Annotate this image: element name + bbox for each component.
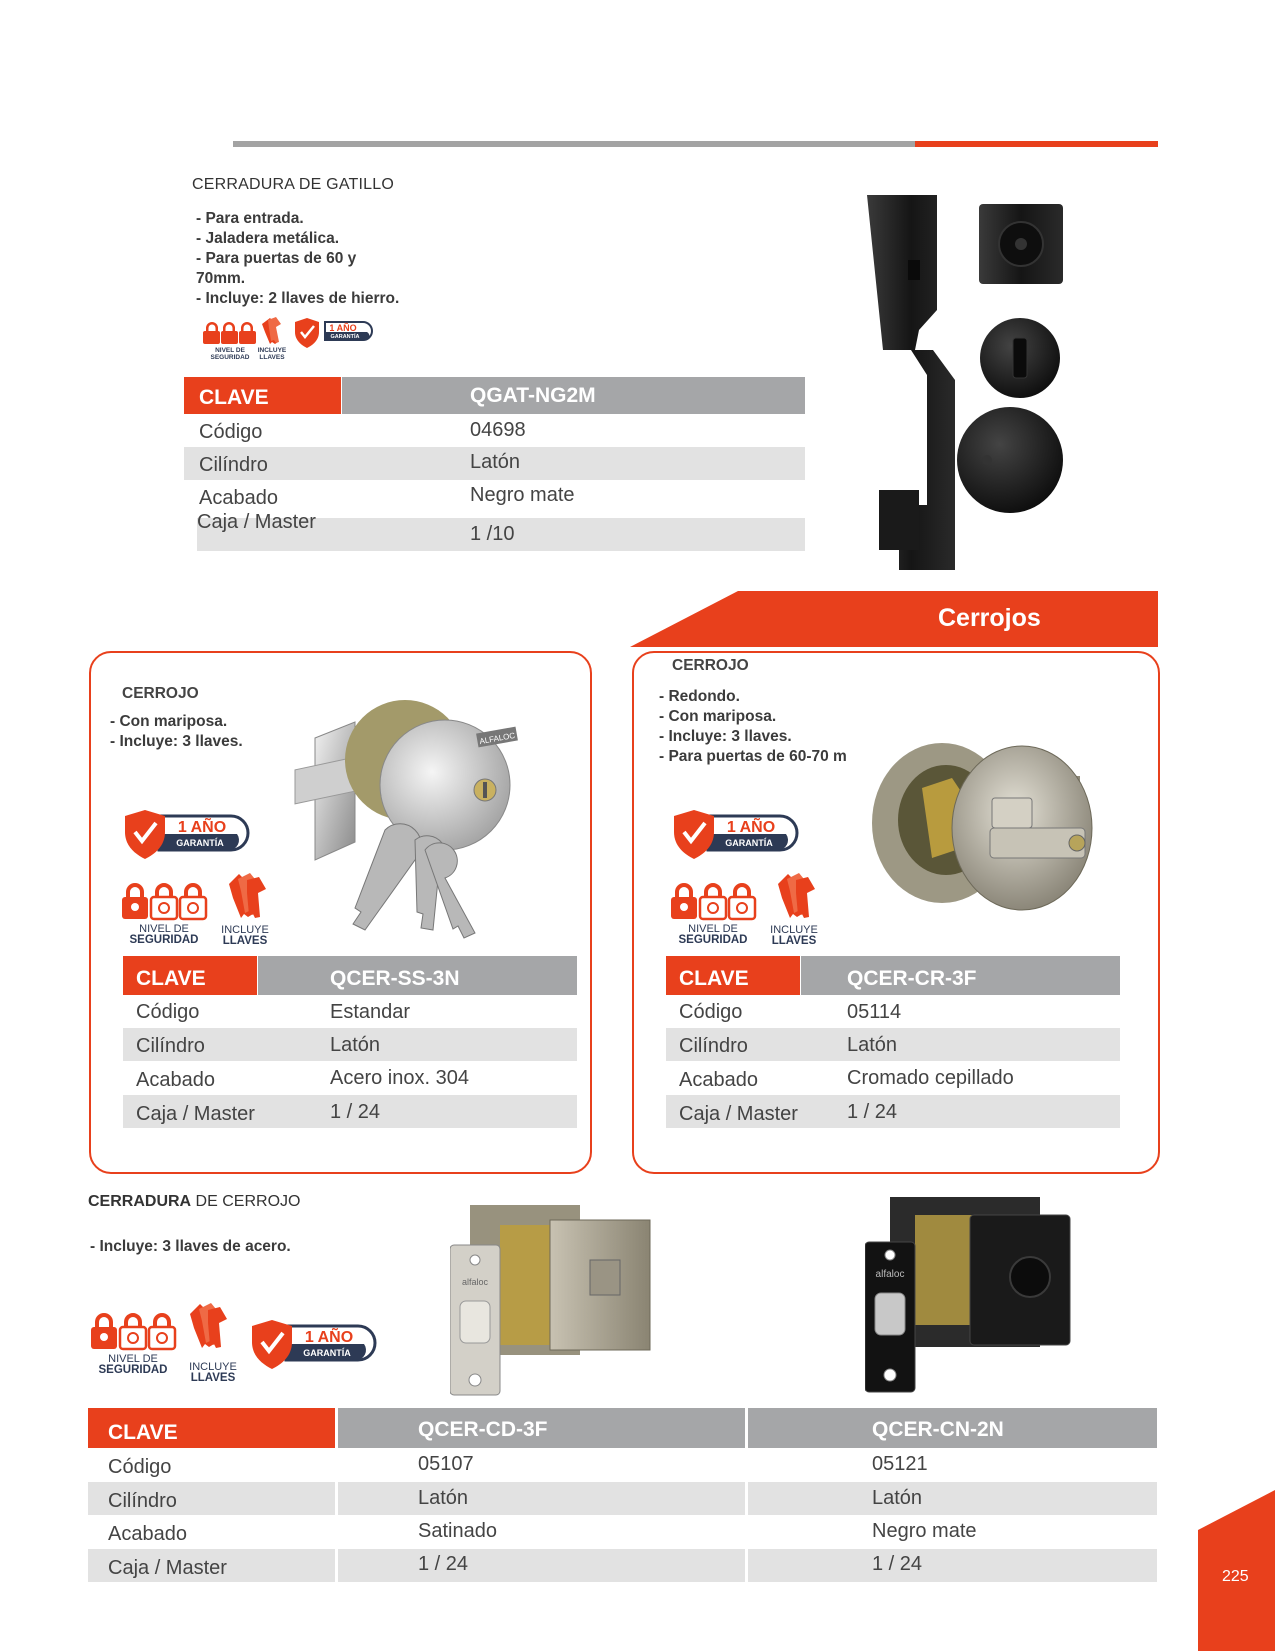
product-3-features bbox=[659, 687, 899, 767]
svg-text:LLAVES: LLAVES bbox=[259, 354, 285, 361]
svg-text:alfaloc: alfaloc bbox=[875, 1269, 905, 1280]
feature: - Redondo. bbox=[659, 688, 740, 705]
table-row: Código 05114 bbox=[679, 1001, 902, 1023]
svg-text:SEGURIDAD: SEGURIDAD bbox=[210, 354, 250, 361]
product-3-title: CERROJO bbox=[672, 657, 749, 674]
section-title: Cerrojos bbox=[938, 604, 1041, 632]
table-row: Cilíndro Latón bbox=[123, 1028, 577, 1061]
table-row: Código Estandar bbox=[136, 1001, 411, 1023]
svg-text:INCLUYE: INCLUYE bbox=[770, 924, 818, 936]
page-number: 225 bbox=[1222, 1568, 1249, 1585]
feature: - Con mariposa. bbox=[110, 713, 228, 730]
table-row: Caja / Master 1 / 24 1 / 24 bbox=[88, 1549, 1157, 1582]
product-4b-image bbox=[865, 1197, 1075, 1397]
table-row: Código 05107 05121 bbox=[108, 1453, 928, 1478]
table-row: Acabado Cromado cepillado bbox=[679, 1067, 1014, 1091]
feature: - Incluye: 2 llaves de hierro. bbox=[196, 290, 400, 307]
product-1-features bbox=[196, 209, 436, 309]
keys-icon bbox=[770, 873, 818, 947]
svg-text:INCLUYE: INCLUYE bbox=[257, 347, 287, 354]
product-3-spec-table bbox=[666, 956, 1120, 1130]
column-divider bbox=[335, 1408, 338, 1582]
table-row: Cilíndro Latón bbox=[184, 447, 805, 480]
column-divider bbox=[745, 1408, 748, 1582]
svg-text:1 AÑO: 1 AÑO bbox=[726, 819, 776, 836]
svg-text:alfaloc: alfaloc bbox=[461, 1277, 489, 1287]
top-bar-accent bbox=[915, 141, 1158, 147]
svg-text:ALFALOC: ALFALOC bbox=[478, 730, 516, 747]
product-4-spec-table bbox=[88, 1408, 1157, 1582]
warranty-icon bbox=[125, 808, 255, 860]
security-level-icon bbox=[122, 883, 206, 946]
table-row: Caja / Master 1 /10 bbox=[197, 518, 805, 551]
product-1-title: CERRADURA DE GATILLO bbox=[192, 176, 394, 193]
table-row: Código 04698 bbox=[199, 419, 526, 443]
svg-text:INCLUYE: INCLUYE bbox=[189, 1361, 237, 1373]
feature: - Para puertas de 60-70 m bbox=[659, 748, 847, 765]
table-row: Acabado Negro mate bbox=[199, 484, 575, 509]
section-banner bbox=[630, 591, 1158, 647]
keys-icon bbox=[189, 1303, 237, 1384]
svg-text:NIVEL DE: NIVEL DE bbox=[139, 923, 189, 935]
product-1-image bbox=[855, 190, 1080, 570]
product-1-spec-table bbox=[184, 377, 805, 551]
product-2-spec-table bbox=[123, 956, 577, 1130]
svg-text:NIVEL DE: NIVEL DE bbox=[688, 923, 738, 935]
product-4-badges bbox=[90, 1300, 380, 1384]
security-keys-icons bbox=[670, 870, 830, 952]
security-level-icon bbox=[203, 322, 256, 361]
svg-text:SEGURIDAD: SEGURIDAD bbox=[129, 934, 199, 946]
table-row: Acabado Acero inox. 304 bbox=[136, 1067, 469, 1091]
svg-text:GARANTÍA: GARANTÍA bbox=[303, 1348, 351, 1358]
feature: - Incluye: 3 llaves. bbox=[659, 728, 792, 745]
svg-text:GARANTÍA: GARANTÍA bbox=[330, 334, 360, 340]
feature: - Incluye: 3 llaves. bbox=[110, 733, 243, 750]
table-row: Cilíndro Latón bbox=[666, 1028, 1120, 1061]
table-row: Cilíndro Latón Latón bbox=[88, 1482, 1157, 1515]
svg-text:1 AÑO: 1 AÑO bbox=[177, 819, 227, 836]
product-4-title: CERRADURA DE CERROJO bbox=[88, 1193, 301, 1210]
svg-text:NIVEL DE: NIVEL DE bbox=[108, 1353, 158, 1365]
svg-text:INCLUYE: INCLUYE bbox=[221, 924, 269, 936]
top-bar-grey bbox=[233, 141, 915, 147]
keys-icon bbox=[258, 317, 287, 361]
table-header-key: CLAVE bbox=[666, 956, 800, 995]
table-header-model: QCER-SS-3N bbox=[258, 956, 577, 995]
table-header-key: CLAVE bbox=[123, 956, 257, 995]
keys-icon bbox=[221, 873, 269, 947]
svg-text:LLAVES: LLAVES bbox=[190, 1372, 236, 1384]
table-row: Acabado Satinado Negro mate bbox=[108, 1520, 977, 1545]
security-keys-icons bbox=[121, 870, 281, 952]
table-header-key: CLAVE bbox=[88, 1408, 335, 1448]
product-2-image bbox=[285, 690, 530, 940]
feature: - Jaladera metálica. bbox=[196, 230, 340, 247]
security-level-icon bbox=[671, 883, 755, 946]
feature: - Para puertas de 60 y bbox=[196, 250, 357, 267]
product-3-image bbox=[872, 728, 1112, 928]
product-4a-image bbox=[450, 1205, 655, 1400]
svg-text:1 AÑO: 1 AÑO bbox=[329, 323, 357, 333]
svg-text:SEGURIDAD: SEGURIDAD bbox=[98, 1364, 168, 1376]
table-header-model-a: QCER-CD-3F bbox=[338, 1408, 745, 1448]
svg-text:LLAVES: LLAVES bbox=[771, 935, 817, 947]
feature: 70mm. bbox=[196, 270, 246, 287]
product-2-title: CERROJO bbox=[122, 685, 199, 702]
warranty-icon bbox=[252, 1320, 375, 1369]
svg-text:NIVEL DE: NIVEL DE bbox=[215, 347, 245, 354]
svg-text:GARANTÍA: GARANTÍA bbox=[725, 838, 773, 848]
table-row: Caja / Master 1 / 24 bbox=[123, 1095, 577, 1128]
product-2-features bbox=[110, 712, 310, 752]
svg-text:1 AÑO: 1 AÑO bbox=[304, 1329, 354, 1346]
table-header-key: CLAVE bbox=[184, 377, 341, 414]
svg-text:LLAVES: LLAVES bbox=[222, 935, 268, 947]
table-header-model: QCER-CR-3F bbox=[801, 956, 1120, 995]
warranty-icon bbox=[674, 808, 804, 860]
table-header-model-b: QCER-CN-2N bbox=[748, 1408, 1157, 1448]
product-4-feature: - Incluye: 3 llaves de acero. bbox=[90, 1238, 291, 1255]
security-level-icon bbox=[91, 1313, 175, 1376]
svg-text:GARANTÍA: GARANTÍA bbox=[176, 838, 224, 848]
table-row: Caja / Master 1 / 24 bbox=[666, 1095, 1120, 1128]
product-1-badges bbox=[202, 316, 382, 362]
svg-text:SEGURIDAD: SEGURIDAD bbox=[678, 934, 748, 946]
feature: - Con mariposa. bbox=[659, 708, 777, 725]
feature: - Para entrada. bbox=[196, 210, 304, 227]
warranty-icon bbox=[295, 318, 372, 348]
table-header-model: QGAT-NG2M bbox=[342, 377, 805, 414]
